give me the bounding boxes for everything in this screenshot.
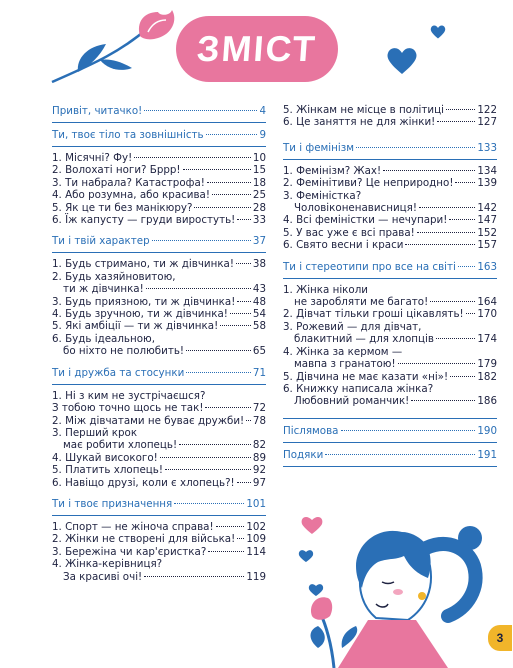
- toc-item[interactable]: 4. Будь зручною, ти ж дівчинка! 54: [52, 308, 266, 321]
- toc-item[interactable]: 3. Будь приязною, ти ж дівчинка! 48: [52, 295, 266, 308]
- girl-with-tulip-illustration: [298, 508, 498, 668]
- toc-item[interactable]: 4. Шукай високого! 89: [52, 451, 266, 464]
- divider: [52, 515, 266, 516]
- divider: [52, 252, 266, 253]
- toc-item[interactable]: 2. Фемінітиви? Це неприродно! 139: [283, 177, 497, 190]
- toc-item[interactable]: 4. Жінка-керівниця?: [52, 558, 163, 571]
- contents-title: ЗМІСТ: [195, 28, 319, 69]
- toc-item[interactable]: 6. Навіщо друзі, коли є хлопець?! 97: [52, 476, 266, 489]
- toc-item[interactable]: 2. Волохаті ноги? Бррр! 15: [52, 164, 266, 177]
- toc-item[interactable]: має робити хлопець! 82: [63, 439, 266, 452]
- toc-item[interactable]: 3. Феміністка?: [283, 189, 362, 202]
- toc-item[interactable]: 5. Платить хлопець! 92: [52, 464, 266, 477]
- toc-item[interactable]: 4. Всі феміністки — нечупари! 147: [283, 214, 497, 227]
- toc-item[interactable]: З тобою точно щось не так! 72: [52, 402, 266, 415]
- toc-item[interactable]: 1. Жінка ніколи: [283, 283, 368, 296]
- contents-title-badge: [176, 16, 338, 82]
- toc-item[interactable]: блакитний — для хлопців 174: [294, 333, 497, 346]
- toc-item[interactable]: 6. Це заняття не для жінки! 127: [283, 116, 497, 129]
- toc-item[interactable]: 2. Дівчат тільки гроші цікавлять! 170: [283, 308, 497, 321]
- toc-section-heading[interactable]: Ти, твоє тіло та зовнішність 9: [52, 129, 266, 141]
- toc-item[interactable]: 1. Спорт — не жіноча справа! 102: [52, 520, 266, 533]
- divider: [283, 442, 497, 443]
- divider: [52, 384, 266, 385]
- page-number: 3: [496, 631, 504, 645]
- divider: [52, 146, 266, 147]
- toc-item[interactable]: бо ніхто не полюбить! 65: [63, 345, 266, 358]
- page-number-badge: [488, 625, 512, 651]
- toc-section-heading[interactable]: Ти і твоє призначення 101: [52, 497, 266, 510]
- toc-section-afterword[interactable]: Післямова 190: [283, 424, 497, 437]
- toc-item[interactable]: 5. Які амбіції — ти ж дівчинка! 58: [52, 320, 266, 333]
- toc-item[interactable]: 1. Фемінізм? Жах! 134: [283, 164, 497, 177]
- toc-item[interactable]: 3. Рожевий — для дівчат,: [283, 320, 422, 333]
- toc-section-intro[interactable]: Привіт, читачко! 4: [52, 105, 266, 117]
- toc-item[interactable]: 5. Жінкам не місце в політиці 122: [283, 104, 497, 116]
- toc-item[interactable]: 6. Книжку написала жінка?: [283, 382, 434, 395]
- toc-item[interactable]: 2. Будь хазяйновитою,: [52, 270, 176, 283]
- toc-section-heading[interactable]: Ти і стереотипи про все на світі 163: [283, 260, 497, 273]
- divider: [283, 278, 497, 279]
- divider: [52, 122, 266, 123]
- divider: [283, 418, 497, 419]
- toc-section-heading[interactable]: Ти і фемінізм 133: [283, 141, 497, 154]
- heart-icon: [386, 46, 418, 76]
- toc-item[interactable]: 4. Жінка за кермом —: [283, 345, 403, 358]
- toc-item[interactable]: 1. Ні з ким не зустрічаєшся?: [52, 389, 206, 402]
- toc-right-column: [283, 104, 497, 472]
- toc-item[interactable]: 1. Будь стримано, ти ж дівчинка! 38: [52, 258, 266, 271]
- divider: [283, 159, 497, 160]
- toc-item[interactable]: 2. Жінки не створені для війська! 109: [52, 533, 266, 546]
- toc-item[interactable]: Чоловіконенависниця! 142: [294, 202, 497, 215]
- toc-item[interactable]: 1. Місячні? Фу! 10: [52, 152, 266, 164]
- toc-item[interactable]: 5. У вас уже є всі права! 152: [283, 226, 497, 239]
- toc-section-heading[interactable]: Ти і твій характер 37: [52, 235, 266, 248]
- heart-icon: [430, 24, 446, 40]
- toc-item[interactable]: Любовний романчик! 186: [294, 395, 497, 408]
- toc-item[interactable]: мавпа з гранатою! 179: [294, 358, 497, 371]
- toc-item[interactable]: 6. Їж капусту — груди виростуть! 33: [52, 214, 266, 227]
- toc-item[interactable]: 3. Бережіна чи кар'єристка? 114: [52, 545, 266, 558]
- tulip-top-left-illustration: [48, 6, 178, 88]
- toc-item[interactable]: 6. Свято весни і краси 157: [283, 239, 497, 252]
- toc-left-column: [52, 104, 266, 583]
- toc-item[interactable]: ти ж дівчинка! 43: [63, 283, 266, 296]
- divider: [283, 466, 497, 467]
- toc-item[interactable]: За красиві очі! 119: [63, 570, 266, 583]
- toc-item[interactable]: 3. Перший крок: [52, 426, 138, 439]
- toc-section-heading[interactable]: Ти і дружба та стосунки 71: [52, 366, 266, 379]
- toc-item[interactable]: 4. Або розумна, або красива! 25: [52, 189, 266, 202]
- toc-item[interactable]: 2. Між дівчатами не буває дружби! 78: [52, 414, 266, 427]
- toc-item[interactable]: 3. Ти набрала? Катастрофа! 18: [52, 176, 266, 189]
- toc-item[interactable]: не заробляти ме багато! 164: [294, 296, 497, 309]
- toc-section-acknowledgements[interactable]: Подяки 191: [283, 448, 497, 461]
- toc-item[interactable]: 6. Будь ідеальною,: [52, 332, 155, 345]
- toc-item[interactable]: 5. Як це ти без манікюру? 28: [52, 201, 266, 214]
- toc-item[interactable]: 5. Дівчина не має казати «ні»! 182: [283, 370, 497, 383]
